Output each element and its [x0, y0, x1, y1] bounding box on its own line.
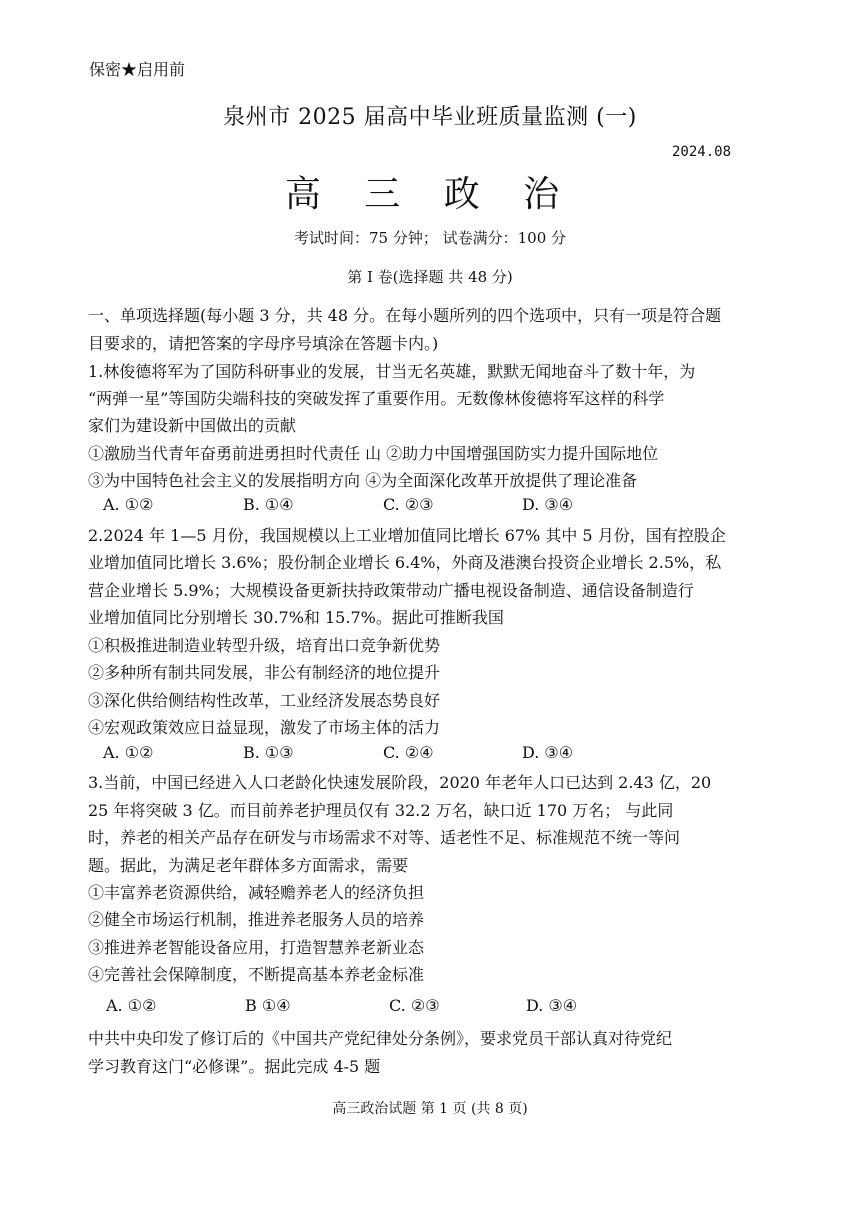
question-2-stem: 业增加值同比增长 3.6%；股份制企业增长 6.4%，外商及港澳台投资企业增长 2.5%，私 [88, 553, 722, 572]
question-3-stem: 3.当前，中国已经进入人口老龄化快速发展阶段，2020 年老年人口已达到 2.43 亿，20 [88, 773, 712, 792]
question-1-item: ③为中国特色社会主义的发展指明方向 ④为全面深化改革开放提供了理论准备 [88, 471, 638, 490]
question-1-item: ①激励当代青年奋勇前进勇担时代责任 山 ②助力中国增强国防实力提升国际地位 [88, 444, 659, 463]
question-3-stem: 题。据此，为满足老年群体多方面需求，需要 [88, 856, 409, 875]
question-1-stem: 1.林俊德将军为了国防科研事业的发展，甘当无名英雄，默默无闻地奋斗了数十年，为 [88, 362, 696, 381]
question-2-stem: 营企业增长 5.9%；大规模设备更新扶持政策带动广播电视设备制造、通信设备制造行 [88, 581, 694, 600]
question-2-item: ④宏观政策效应日益显现，激发了市场主体的活力 [88, 718, 441, 737]
exam-meta: 考试时间：75 分钟； 试卷满分：100 分 [293, 229, 567, 247]
question-3-item: ①丰富养老资源供给，减轻赡养老人的经济负担 [88, 883, 425, 902]
question-3-item: ②健全市场运行机制，推进养老服务人员的培养 [88, 910, 425, 929]
exam-title: 泉州市 2025 届高中毕业班质量监测 (一) [223, 105, 637, 130]
question-3-stem: 时，养老的相关产品存在研发与市场需求不对等、适老性不足、标准规范不统一等问 [88, 828, 681, 847]
question-2-item: ③深化供给侧结构性改革，工业经济发展态势良好 [88, 691, 441, 710]
question-3-stem: 25 年将突破 3 亿。而目前养老护理员仅有 32.2 万名，缺口近 170 万名； 与此同 [88, 801, 674, 820]
question-2-choice-b: B. ①③ [243, 743, 294, 762]
question-3-choice-c: C. ②③ [389, 996, 440, 1015]
question-2-choice-c: C. ②④ [383, 743, 434, 762]
question-3-item: ④完善社会保障制度，不断提高基本养老金标准 [88, 965, 425, 984]
subject-title: 高 三 政 治 [284, 174, 576, 215]
question-2-stem: 业增加值同比分别增长 30.7%和 15.7%。据此可推断我国 [88, 608, 504, 627]
question-3-choice-b: B ①④ [245, 996, 291, 1015]
question-1-stem: “两弹一星”等国防尖端科技的突破发挥了重要作用。无数像林俊德将军这样的科学 [88, 389, 665, 408]
question-3-choice-a: A. ①② [106, 996, 157, 1015]
question-1-choice-c: C. ②③ [383, 495, 434, 514]
instruction-line: 目要求的，请把答案的字母序号填涂在答题卡内。) [88, 334, 439, 353]
instruction-line: 一、单项选择题(每小题 3 分，共 48 分。在每小题所列的四个选项中，只有一项是符合题 [88, 306, 722, 325]
question-3-choice-d: D. ③④ [526, 996, 578, 1015]
question-2-choice-a: A. ①② [103, 743, 154, 762]
question-1-choice-b: B. ①④ [243, 495, 294, 514]
question-1-stem: 家们为建设新中国做出的贡献 [88, 416, 297, 435]
section-heading: 第 I 卷(选择题 共 48 分) [347, 268, 513, 286]
exam-date: 2024.08 [672, 144, 732, 160]
page-footer: 高三政治试题 第 1 页 (共 8 页) [332, 1101, 528, 1117]
confidential-label: 保密★启用前 [89, 60, 186, 79]
passage-intro: 中共中央印发了修订后的《中国共产党纪律处分条例》，要求党员干部认真对待党纪 [88, 1029, 673, 1048]
passage-intro: 学习教育这门“必修课”。据此完成 4-5 题 [88, 1057, 381, 1076]
question-2-stem: 2.2024 年 1—5 月份，我国规模以上工业增加值同比增长 67% 其中 5 月份，国有控股企 [88, 526, 726, 545]
question-1-choice-d: D. ③④ [522, 495, 574, 514]
question-2-choice-d: D. ③④ [522, 743, 574, 762]
question-3-item: ③推进养老智能设备应用，打造智慧养老新业态 [88, 938, 425, 957]
question-2-item: ①积极推进制造业转型升级，培育出口竞争新优势 [88, 636, 441, 655]
question-1-choice-a: A. ①② [103, 495, 154, 514]
question-2-item: ②多种所有制共同发展，非公有制经济的地位提升 [88, 663, 441, 682]
